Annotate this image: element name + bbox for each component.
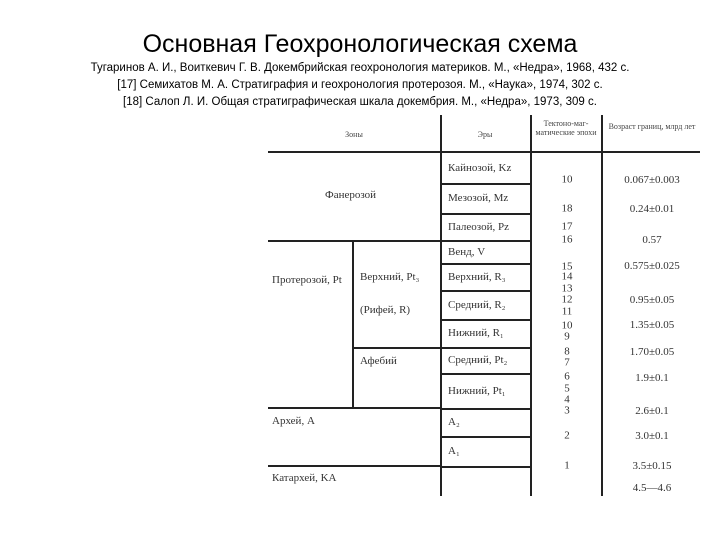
divider [440, 373, 531, 375]
epoch-number: 17 [561, 220, 573, 233]
age-boundary: 4.5—4.6 [632, 482, 672, 494]
slide-title: Основная Геохронологическая схема [142, 30, 578, 58]
header-epochs: Тектоно-маг-матические эпохи [535, 119, 597, 137]
divider [268, 151, 700, 153]
divider [440, 436, 531, 438]
era-cell: Средний, R₂ [448, 298, 506, 311]
divider [352, 347, 442, 349]
era-cell: Мезозой, Mz [448, 192, 509, 204]
epoch-number: 14 [561, 270, 573, 283]
divider [440, 290, 531, 292]
divider [530, 115, 532, 496]
divider [440, 183, 531, 185]
age-boundary: 1.9±0.1 [635, 372, 669, 384]
subzone: (Рифей, R) [360, 304, 411, 316]
reference: [18] Салоп Л. И. Общая стратиграфическая шкала докембрия. М., «Недра», 1973, 309 с. [123, 96, 597, 108]
epoch-number: 12 [561, 293, 573, 306]
age-boundary: 1.35±0.05 [629, 319, 675, 331]
epoch-number: 4 [564, 393, 570, 406]
era-cell: Средний, Pt₂ [448, 354, 508, 366]
epoch-number: 10 [561, 319, 573, 332]
zone: Протерозой, Pt [272, 274, 342, 286]
age-boundary: 1.70±0.05 [629, 346, 675, 358]
divider [440, 240, 531, 242]
divider [268, 465, 440, 467]
epoch-number: 11 [561, 305, 573, 318]
epoch-number: 18 [561, 202, 573, 215]
epoch-number: 8 [564, 345, 570, 358]
divider [440, 263, 531, 265]
era-cell: Венд, V [448, 245, 486, 258]
reference: Тугаринов А. И., Воиткевич Г. В. Докембрийская геохронология материков. М., «Недра», 1968, 432 с. [90, 62, 630, 74]
era-cell: Палеозой, Pz [448, 220, 509, 233]
age-boundary: 0.57 [642, 234, 662, 246]
epoch-number: 13 [561, 282, 573, 295]
zone: Фанерозой [325, 189, 377, 201]
epoch-number: 1 [564, 459, 570, 472]
divider [440, 213, 531, 215]
reference: [17] Семихатов М. А. Стратиграфия и геохронология протерозоя. М., «Наука», 1974, 302 с. [117, 79, 603, 91]
era-cell: Нижний, R₁ [448, 327, 504, 339]
epoch-number: 7 [564, 356, 570, 369]
epoch-number: 3 [564, 404, 570, 417]
epoch-number: 9 [564, 330, 570, 343]
subzone: Афебий [360, 355, 397, 367]
epoch-number: 5 [564, 382, 570, 395]
divider [440, 347, 531, 349]
epoch-number: 10 [561, 173, 573, 186]
header-zones: Зоны [345, 130, 363, 139]
epoch-number: 2 [564, 429, 570, 442]
header-eras: Эры [477, 130, 493, 139]
divider [601, 115, 603, 496]
divider [268, 240, 440, 242]
age-boundary: 0.24±0.01 [629, 203, 675, 215]
zone: Архей, A [272, 415, 315, 427]
subzone: Верхний, Pt₃ [360, 271, 420, 283]
era-cell: A₁ [448, 445, 460, 457]
divider [440, 466, 531, 468]
age-boundary: 3.0±0.1 [635, 430, 669, 442]
divider [440, 319, 531, 321]
epoch-number: 16 [561, 233, 573, 246]
era-cell: Нижний, Pt₁ [448, 384, 506, 397]
header-age: Возраст границ, млрд лет [608, 122, 696, 131]
age-boundary: 0.067±0.003 [624, 174, 680, 186]
era-cell: Кайнозой, Kz [448, 161, 512, 174]
age-boundary: 0.575±0.025 [624, 260, 680, 272]
era-cell: Верхний, R₃ [448, 270, 506, 283]
epoch-number: 6 [564, 370, 570, 383]
age-boundary: 2.6±0.1 [635, 405, 669, 417]
divider [440, 115, 442, 496]
divider [440, 408, 531, 410]
zone: Катархей, KA [272, 472, 337, 484]
divider [352, 240, 354, 408]
age-boundary: 0.95±0.05 [629, 294, 675, 306]
era-cell: A₂ [448, 416, 460, 428]
divider [268, 407, 440, 409]
age-boundary: 3.5±0.15 [632, 460, 672, 472]
epoch-number: 15 [561, 260, 573, 273]
